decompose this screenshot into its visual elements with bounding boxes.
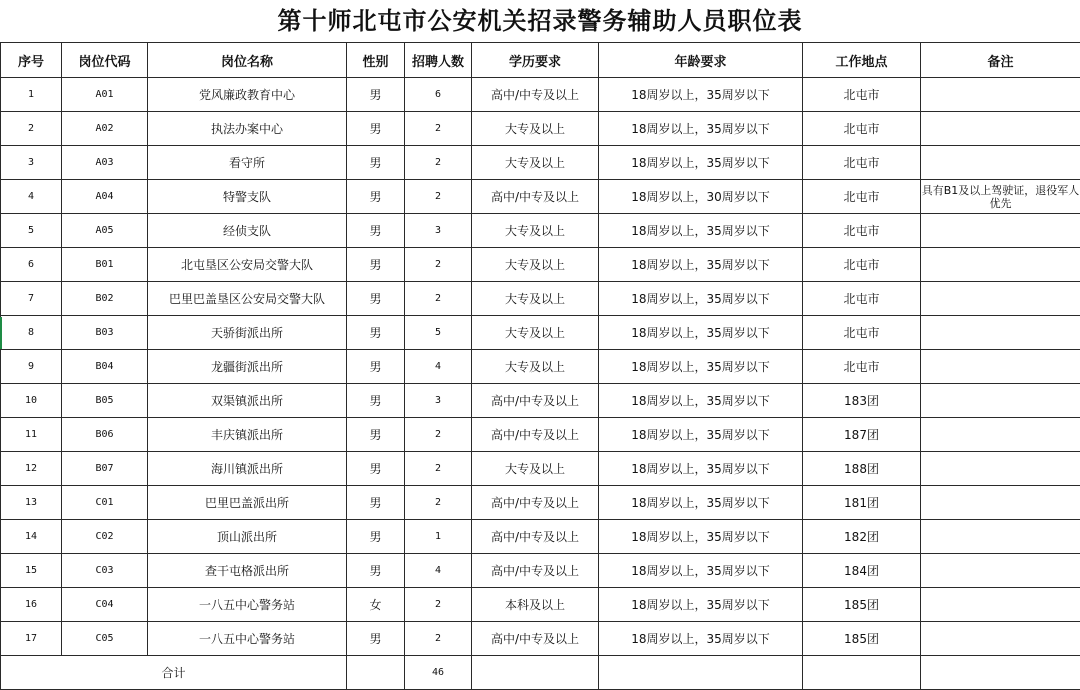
cell-code[interactable]: B07 (62, 452, 148, 486)
cell-no[interactable]: 12 (1, 452, 62, 486)
cell-name[interactable]: 特警支队 (148, 180, 347, 214)
table-row (1, 588, 1080, 622)
cell-gender[interactable]: 男 (347, 520, 405, 554)
cell-name[interactable]: 查干屯格派出所 (148, 554, 347, 588)
cell-note[interactable] (921, 452, 1080, 486)
cell-education[interactable]: 大专及以上 (472, 350, 599, 384)
cell-no[interactable]: 16 (1, 588, 62, 622)
cell-note[interactable]: 具有B1及以上驾驶证，退役军人优先 (921, 180, 1080, 214)
cell-note[interactable] (921, 486, 1080, 520)
table-row (1, 146, 1080, 180)
cell-note[interactable] (921, 588, 1080, 622)
table-row (1, 112, 1080, 146)
cell-note[interactable] (921, 418, 1080, 452)
cell-code[interactable]: B06 (62, 418, 148, 452)
cell-education[interactable]: 大专及以上 (472, 214, 599, 248)
cell-no[interactable]: 7 (1, 282, 62, 316)
total-row (1, 656, 1080, 690)
table-row (1, 78, 1080, 112)
cell-education[interactable]: 大专及以上 (472, 146, 599, 180)
cell-code[interactable]: B04 (62, 350, 148, 384)
cell-place[interactable]: 187团 (803, 418, 921, 452)
cell-code[interactable]: B01 (62, 248, 148, 282)
cell-count[interactable]: 6 (405, 78, 472, 112)
table-row (1, 384, 1080, 418)
cell-name[interactable]: 天骄街派出所 (148, 316, 347, 350)
table-row (1, 180, 1080, 214)
header-place[interactable]: 工作地点 (803, 43, 921, 78)
header-age[interactable]: 年龄要求 (599, 43, 803, 78)
cell-age[interactable]: 18周岁以上，35周岁以下 (599, 316, 803, 350)
cell-code[interactable]: A05 (62, 214, 148, 248)
cell-gender[interactable]: 男 (347, 384, 405, 418)
cell-note[interactable] (921, 622, 1080, 656)
cell-gender[interactable]: 男 (347, 316, 405, 350)
cell-count[interactable]: 2 (405, 622, 472, 656)
cell-name[interactable]: 巴里巴盖垦区公安局交警大队 (148, 282, 347, 316)
total-place-cell[interactable] (803, 656, 921, 690)
total-age-cell[interactable] (599, 656, 803, 690)
table-row (1, 248, 1080, 282)
cell-age[interactable]: 18周岁以上，35周岁以下 (599, 146, 803, 180)
cell-place[interactable]: 北屯市 (803, 146, 921, 180)
total-gender-cell[interactable] (347, 656, 405, 690)
header-education[interactable]: 学历要求 (472, 43, 599, 78)
cell-gender[interactable]: 男 (347, 112, 405, 146)
cell-note[interactable] (921, 78, 1080, 112)
cell-age[interactable]: 18周岁以上，35周岁以下 (599, 554, 803, 588)
cell-code[interactable]: B05 (62, 384, 148, 418)
cell-education[interactable]: 大专及以上 (472, 248, 599, 282)
cell-education[interactable]: 大专及以上 (472, 112, 599, 146)
active-row-marker (0, 317, 2, 349)
cell-count[interactable]: 2 (405, 452, 472, 486)
total-education-cell[interactable] (472, 656, 599, 690)
cell-education[interactable]: 高中/中专及以上 (472, 180, 599, 214)
cell-age[interactable]: 18周岁以上，35周岁以下 (599, 78, 803, 112)
cell-place[interactable]: 北屯市 (803, 282, 921, 316)
total-label[interactable]: 合计 (1, 656, 347, 690)
table-row (1, 282, 1080, 316)
cell-gender[interactable]: 男 (347, 622, 405, 656)
cell-gender[interactable]: 男 (347, 78, 405, 112)
cell-no[interactable]: 2 (1, 112, 62, 146)
header-name[interactable]: 岗位名称 (148, 43, 347, 78)
cell-age[interactable]: 18周岁以上，35周岁以下 (599, 418, 803, 452)
cell-code[interactable]: C04 (62, 588, 148, 622)
cell-no[interactable]: 10 (1, 384, 62, 418)
header-gender[interactable]: 性别 (347, 43, 405, 78)
cell-gender[interactable]: 男 (347, 452, 405, 486)
cell-gender[interactable]: 男 (347, 486, 405, 520)
table-row (1, 214, 1080, 248)
positions-table (0, 42, 1080, 690)
cell-count[interactable]: 5 (405, 316, 472, 350)
cell-note[interactable] (921, 316, 1080, 350)
table-row (1, 520, 1080, 554)
cell-no[interactable]: 11 (1, 418, 62, 452)
cell-count[interactable]: 3 (405, 384, 472, 418)
table-row (1, 350, 1080, 384)
cell-education[interactable]: 本科及以上 (472, 588, 599, 622)
cell-place[interactable]: 北屯市 (803, 78, 921, 112)
cell-note[interactable] (921, 112, 1080, 146)
cell-code[interactable]: C03 (62, 554, 148, 588)
cell-place[interactable]: 北屯市 (803, 214, 921, 248)
table-row (1, 554, 1080, 588)
cell-count[interactable]: 2 (405, 112, 472, 146)
cell-code[interactable]: B03 (62, 316, 148, 350)
cell-no[interactable]: 4 (1, 180, 62, 214)
table-row (1, 316, 1080, 350)
cell-place[interactable]: 185团 (803, 588, 921, 622)
cell-note[interactable] (921, 350, 1080, 384)
cell-age[interactable]: 18周岁以上，35周岁以下 (599, 452, 803, 486)
cell-name[interactable]: 经侦支队 (148, 214, 347, 248)
header-row (1, 43, 1080, 78)
cell-gender[interactable]: 男 (347, 282, 405, 316)
cell-code[interactable]: A04 (62, 180, 148, 214)
cell-count[interactable]: 2 (405, 282, 472, 316)
cell-gender[interactable]: 男 (347, 146, 405, 180)
cell-note[interactable] (921, 248, 1080, 282)
cell-name[interactable]: 顶山派出所 (148, 520, 347, 554)
cell-count[interactable]: 2 (405, 248, 472, 282)
cell-education[interactable]: 高中/中专及以上 (472, 520, 599, 554)
cell-count[interactable]: 2 (405, 486, 472, 520)
cell-education[interactable]: 高中/中专及以上 (472, 418, 599, 452)
cell-place[interactable]: 182团 (803, 520, 921, 554)
cell-place[interactable]: 北屯市 (803, 350, 921, 384)
cell-place[interactable]: 188团 (803, 452, 921, 486)
cell-count[interactable]: 4 (405, 554, 472, 588)
cell-gender[interactable]: 男 (347, 214, 405, 248)
total-note-cell[interactable] (921, 656, 1080, 690)
cell-education[interactable]: 高中/中专及以上 (472, 384, 599, 418)
cell-note[interactable] (921, 520, 1080, 554)
cell-education[interactable]: 大专及以上 (472, 282, 599, 316)
page-title: 第十师北屯市公安机关招录警务辅助人员职位表 (0, 0, 1080, 42)
cell-gender[interactable]: 男 (347, 418, 405, 452)
cell-note[interactable] (921, 214, 1080, 248)
cell-note[interactable] (921, 282, 1080, 316)
cell-gender[interactable]: 男 (347, 180, 405, 214)
cell-age[interactable]: 18周岁以上，35周岁以下 (599, 486, 803, 520)
cell-name[interactable]: 丰庆镇派出所 (148, 418, 347, 452)
cell-code[interactable]: A03 (62, 146, 148, 180)
cell-note[interactable] (921, 146, 1080, 180)
cell-place[interactable]: 北屯市 (803, 248, 921, 282)
cell-education[interactable]: 大专及以上 (472, 452, 599, 486)
cell-no[interactable]: 13 (1, 486, 62, 520)
cell-note[interactable] (921, 554, 1080, 588)
cell-gender[interactable]: 女 (347, 588, 405, 622)
table-row (1, 486, 1080, 520)
cell-gender[interactable]: 男 (347, 554, 405, 588)
cell-code[interactable]: C01 (62, 486, 148, 520)
cell-code[interactable]: B02 (62, 282, 148, 316)
cell-no[interactable]: 5 (1, 214, 62, 248)
cell-place[interactable]: 181团 (803, 486, 921, 520)
cell-age[interactable]: 18周岁以上，35周岁以下 (599, 214, 803, 248)
cell-no[interactable]: 17 (1, 622, 62, 656)
cell-code[interactable]: C02 (62, 520, 148, 554)
cell-count[interactable]: 2 (405, 588, 472, 622)
header-no[interactable]: 序号 (1, 43, 62, 78)
cell-name[interactable]: 党风廉政教育中心 (148, 78, 347, 112)
cell-count[interactable]: 2 (405, 418, 472, 452)
cell-name[interactable]: 执法办案中心 (148, 112, 347, 146)
cell-no[interactable]: 6 (1, 248, 62, 282)
cell-age[interactable]: 18周岁以上，35周岁以下 (599, 384, 803, 418)
cell-name[interactable]: 看守所 (148, 146, 347, 180)
cell-code[interactable]: A01 (62, 78, 148, 112)
cell-education[interactable]: 高中/中专及以上 (472, 78, 599, 112)
cell-place[interactable]: 北屯市 (803, 316, 921, 350)
header-note[interactable]: 备注 (921, 43, 1080, 78)
cell-age[interactable]: 18周岁以上，35周岁以下 (599, 112, 803, 146)
cell-age[interactable]: 18周岁以上，35周岁以下 (599, 282, 803, 316)
cell-age[interactable]: 18周岁以上，35周岁以下 (599, 622, 803, 656)
cell-age[interactable]: 18周岁以上，35周岁以下 (599, 350, 803, 384)
cell-gender[interactable]: 男 (347, 248, 405, 282)
cell-place[interactable]: 北屯市 (803, 180, 921, 214)
table-row (1, 622, 1080, 656)
cell-count[interactable]: 3 (405, 214, 472, 248)
cell-age[interactable]: 18周岁以上，35周岁以下 (599, 248, 803, 282)
cell-age[interactable]: 18周岁以上，30周岁以下 (599, 180, 803, 214)
header-count[interactable]: 招聘人数 (405, 43, 472, 78)
cell-education[interactable]: 高中/中专及以上 (472, 622, 599, 656)
cell-place[interactable]: 183团 (803, 384, 921, 418)
cell-count[interactable]: 2 (405, 180, 472, 214)
total-count[interactable]: 46 (405, 656, 472, 690)
cell-place[interactable]: 184团 (803, 554, 921, 588)
cell-count[interactable]: 2 (405, 146, 472, 180)
cell-no[interactable]: 15 (1, 554, 62, 588)
cell-gender[interactable]: 男 (347, 350, 405, 384)
cell-place[interactable]: 185团 (803, 622, 921, 656)
cell-no[interactable]: 3 (1, 146, 62, 180)
cell-age[interactable]: 18周岁以上，35周岁以下 (599, 588, 803, 622)
cell-count[interactable]: 4 (405, 350, 472, 384)
cell-name[interactable]: 龙疆街派出所 (148, 350, 347, 384)
cell-code[interactable]: C05 (62, 622, 148, 656)
header-code[interactable]: 岗位代码 (62, 43, 148, 78)
cell-education[interactable]: 高中/中专及以上 (472, 554, 599, 588)
cell-count[interactable]: 1 (405, 520, 472, 554)
cell-name[interactable]: 双渠镇派出所 (148, 384, 347, 418)
table-row (1, 418, 1080, 452)
cell-education[interactable]: 大专及以上 (472, 316, 599, 350)
cell-name[interactable]: 巴里巴盖派出所 (148, 486, 347, 520)
cell-name[interactable]: 海川镇派出所 (148, 452, 347, 486)
cell-name[interactable]: 北屯垦区公安局交警大队 (148, 248, 347, 282)
cell-no[interactable]: 14 (1, 520, 62, 554)
cell-no[interactable]: 9 (1, 350, 62, 384)
cell-no[interactable]: 8 (1, 316, 62, 350)
cell-no[interactable]: 1 (1, 78, 62, 112)
cell-note[interactable] (921, 384, 1080, 418)
cell-place[interactable]: 北屯市 (803, 112, 921, 146)
cell-education[interactable]: 高中/中专及以上 (472, 486, 599, 520)
cell-age[interactable]: 18周岁以上，35周岁以下 (599, 520, 803, 554)
cell-name[interactable]: 一八五中心警务站 (148, 588, 347, 622)
cell-code[interactable]: A02 (62, 112, 148, 146)
table-row (1, 452, 1080, 486)
cell-name[interactable]: 一八五中心警务站 (148, 622, 347, 656)
